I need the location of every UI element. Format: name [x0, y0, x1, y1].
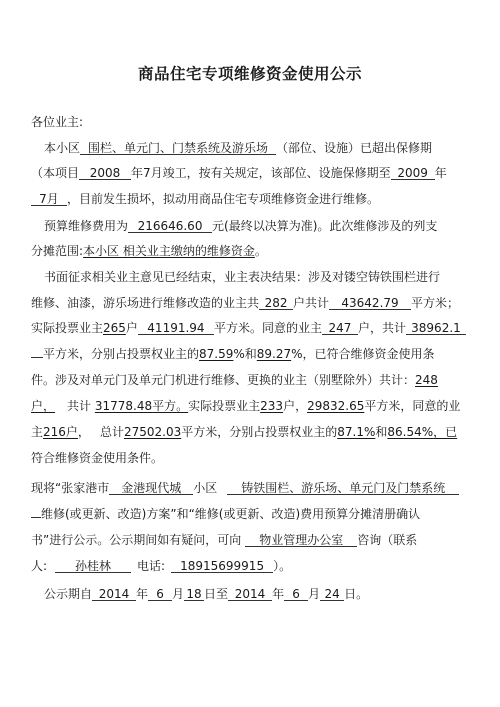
p3-line2 [31, 296, 481, 310]
p1-line2 [31, 166, 481, 180]
text: 电话: [137, 559, 166, 573]
p3-line1: 书面征求相关业主意见已经结束，业主表决结果：涉及对镂空铸铁围栏进行 [44, 270, 441, 284]
p5-period [44, 587, 494, 601]
p2-line2 [31, 244, 481, 258]
text: 公示期自 [44, 587, 93, 601]
text: ）。 [273, 559, 292, 573]
text: 竣工，按有关规定，该部位、设施保修期至 [162, 166, 391, 180]
agree-area-1: 38962.1 [406, 322, 466, 335]
contact-phone: 18915699915 [171, 560, 273, 573]
text: 日至 [204, 587, 229, 601]
voted-area-2: 29832.65 [307, 399, 365, 413]
budget-amount: 216646.60 [128, 220, 212, 233]
p4-line1 [31, 481, 481, 495]
text: 主 [31, 425, 44, 439]
text: 户共计 [293, 296, 330, 310]
text: 预算维修费用为 [44, 219, 129, 233]
warranty-month: 7月 [31, 193, 67, 206]
text: 月 [308, 587, 321, 601]
agree-area-2: 27502.03 [123, 425, 182, 439]
text: 小区 [193, 481, 218, 495]
voters-count-2: 233 [260, 399, 284, 413]
p3-line8: 符合维修资金使用条件。 [31, 451, 164, 465]
repair-scope: 围栏、单元门、门禁系统及游乐场 [80, 142, 276, 155]
text: %和 [233, 347, 257, 361]
p3-line4 [31, 347, 481, 361]
text: 。 [254, 244, 267, 258]
text: 共计 [67, 399, 92, 413]
inquiry-office: 物业管理办公室 [245, 534, 357, 547]
text: 日。 [344, 587, 369, 601]
text: ， [77, 425, 90, 439]
text: 件。涉及对单元门及单元门机进行维修、更换的业主（别墅除外）共计： [31, 373, 416, 387]
warranty-year: 2009 [391, 167, 435, 180]
text: 年 [131, 166, 144, 180]
text: 和 [375, 425, 388, 439]
text: 元(最终以决算为准)。此次维修涉及的列支 [212, 219, 438, 233]
area-total-1: 43642.79 [329, 297, 411, 310]
text: 年 [272, 587, 285, 601]
text: 维修、油漆，游乐场进行维修改造的业主共 [31, 296, 260, 310]
text: 户 [125, 321, 138, 335]
agree-count-1: 247 [322, 322, 358, 335]
text: 总计 [99, 425, 124, 439]
text: 人: [31, 559, 48, 573]
voters-count-1: 265 [103, 321, 126, 335]
p1-line1 [44, 141, 494, 155]
text: 户， [283, 399, 308, 413]
text: 年 [136, 587, 149, 601]
text: （本项目 [31, 166, 80, 180]
text: 实际投票业主 [188, 399, 261, 413]
p4-line3 [31, 533, 481, 547]
p4-line2 [31, 507, 481, 521]
text: 书”进行公示。公示期间如有疑问，可向 [31, 533, 242, 547]
text: 咨询（联系 [357, 533, 418, 547]
agree-count-2: 216户 [43, 425, 78, 439]
text: ，目前发生损坏，拟动用商品住宅专项维修资金进行维修。 [67, 192, 380, 206]
text: （部位、设施）已超出保修期 [276, 141, 433, 155]
owners-unit-2: 户， [31, 399, 56, 413]
end-year: 2014 [228, 588, 272, 601]
start-year: 2014 [92, 588, 136, 601]
owners-count-1: 282 [259, 297, 293, 310]
text: 实际投票业主 [31, 321, 104, 335]
greeting: 各位业主: [31, 115, 84, 129]
comma: ，已 [433, 425, 458, 439]
p3-line5 [31, 373, 481, 387]
completion-year: 2008 [79, 167, 131, 180]
contact-person: 孙桂林 [55, 560, 131, 573]
text: 平方米，同意的业 [364, 399, 461, 413]
percent-2: 89.27 [256, 347, 292, 361]
text: 现将“张家港市 [31, 481, 110, 495]
percent-4: 86.54% [387, 425, 434, 439]
area-unit-2: 平方。 [152, 399, 189, 413]
p4-line4 [31, 559, 481, 573]
text: 本小区 [44, 141, 81, 155]
start-day: 18 [184, 588, 204, 601]
text: 平方米，分别占投票权业主的 [181, 425, 338, 439]
text: 年 [434, 166, 447, 180]
text: 平方米，分别占投票权业主的 [43, 347, 200, 361]
text: 月 [172, 587, 185, 601]
start-month: 6 [148, 588, 172, 601]
area-total-2: 31778.48 [94, 399, 153, 413]
notice-title: 商品住宅专项维修资金使用公示 [137, 65, 362, 83]
p3-line6 [31, 399, 481, 413]
allocation-range: 本小区 相关业主缴纳的维修资金 [83, 244, 255, 258]
p2-line1 [44, 219, 494, 233]
p3-line3 [31, 321, 481, 335]
community-name: 金港现代城 [109, 482, 193, 495]
repair-item: 铸铁围栏、游乐场、单元门及门禁系统 [227, 482, 459, 495]
completion-month: 7月 [143, 166, 163, 180]
percent-1: 87.59 [199, 347, 234, 361]
end-day: 24 [320, 588, 344, 601]
text: 平方米； [411, 296, 460, 310]
p1-line3 [31, 192, 481, 206]
voted-area-1: 41191.94 [138, 322, 214, 335]
text: 平方米。同意的业主 [213, 321, 322, 335]
text: 户，共计 [357, 321, 406, 335]
owners-count-2: 248 [415, 373, 438, 387]
end-month: 6 [284, 588, 308, 601]
text: 分摊范围: [31, 244, 84, 258]
text: %，已符合维修资金使用条 [291, 347, 435, 361]
text: 维修(或更新、改造)方案”和“维修(或更新、改造)费用预算分摊清册确认 [41, 507, 421, 521]
p3-line7 [31, 425, 481, 439]
blank [31, 357, 43, 358]
percent-3: 87.1% [337, 425, 376, 439]
blank [31, 517, 41, 518]
